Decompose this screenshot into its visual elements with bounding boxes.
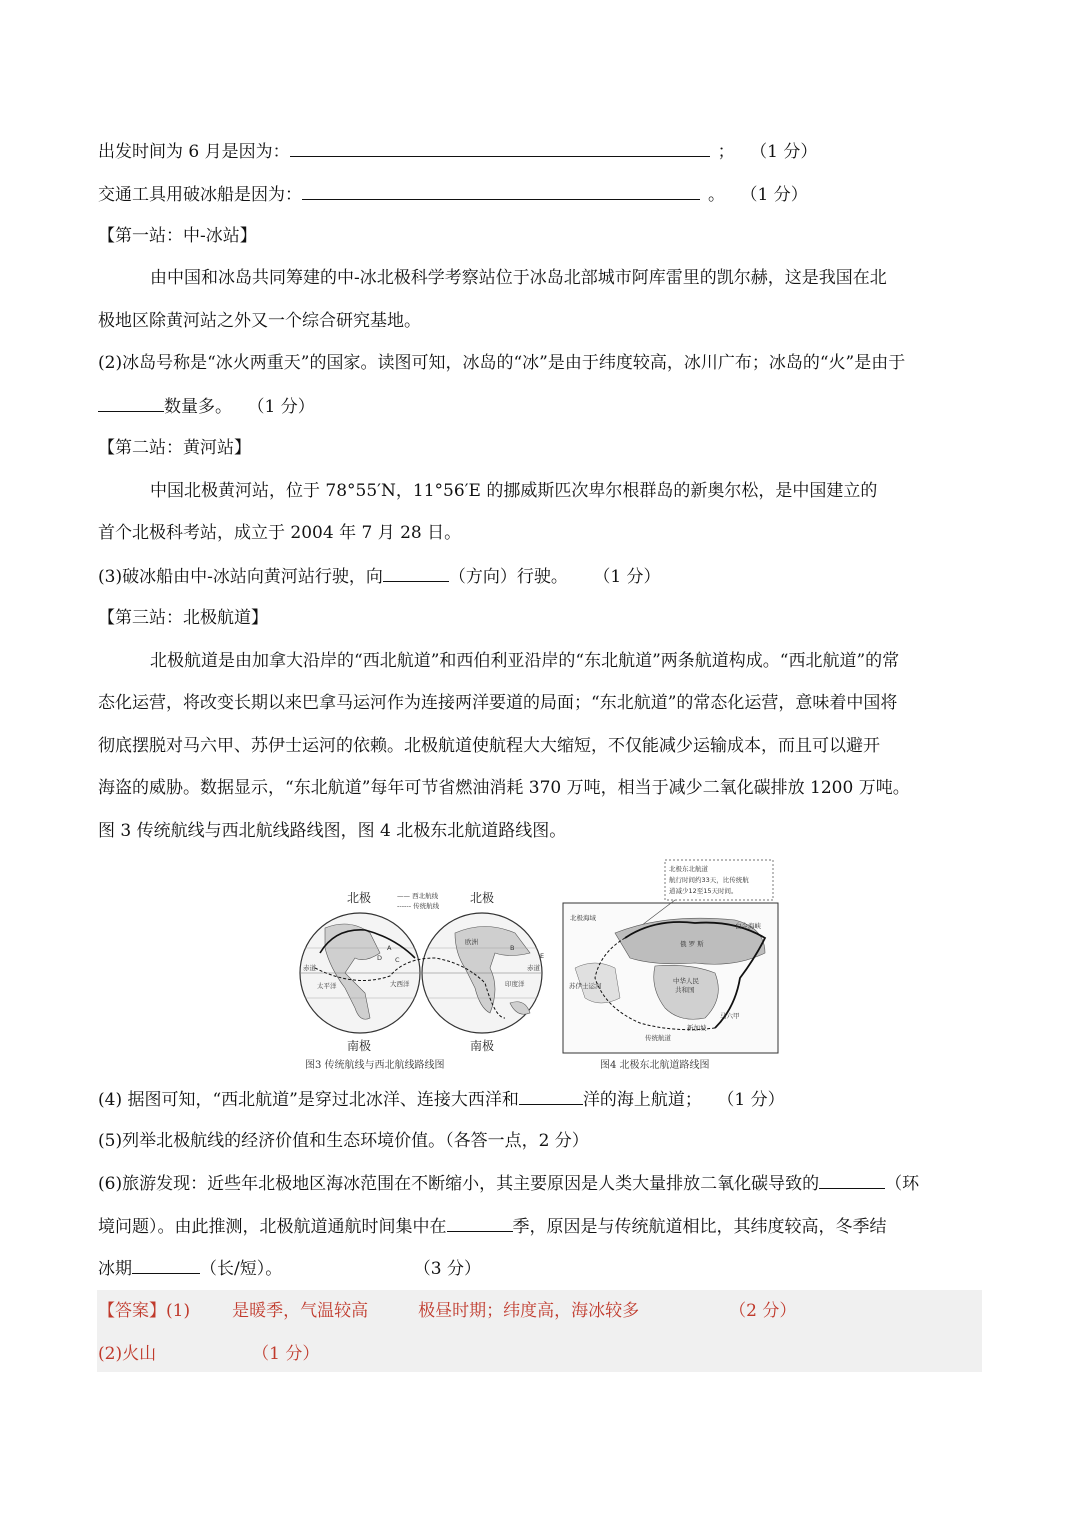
points: （1 分） — [725, 1090, 785, 1110]
q6-line-1-suffix: （环 — [885, 1174, 920, 1194]
figure-svg — [295, 858, 785, 1073]
singapore-label: 新加坡 — [687, 1024, 707, 1032]
answer-blank — [132, 1257, 200, 1274]
europe-label: 欧洲 — [465, 938, 478, 946]
bering-label: 白令海峡 — [735, 922, 761, 930]
points: （3 分） — [422, 1259, 481, 1279]
answer-blank — [383, 565, 449, 582]
station1-para-line: 由中国和冰岛共同筹建的中-冰北极科学考察站位于冰岛北部城市阿库雷里的凯尔赫，这是我国在北 — [150, 268, 887, 288]
figure3-map — [300, 890, 544, 1071]
callout-line-3: 道减少12至15天时间。 — [669, 887, 738, 895]
station3-para-line: 北极航道是由加拿大沿岸的“西北航道”和西伯利亚沿岸的“东北航道”两条航道构成。“西北航道”的常 — [150, 651, 900, 671]
answer-blank — [302, 183, 700, 200]
q6-line-2-suffix: 季，原因是与传统航道相比，其纬度较高，冬季结 — [512, 1217, 887, 1237]
malacca-label: 马六甲 — [720, 1012, 740, 1020]
q2-line-1: (2)冰岛号称是“冰火两重天”的国家。读图可知，冰岛的“冰”是由于纬度较高，冰川广布；冰岛的“火”是由于 — [98, 353, 906, 373]
indian-label: 印度洋 — [505, 980, 525, 988]
q1-line-a — [98, 140, 817, 163]
q3-suffix: （方向）行驶。 — [448, 567, 568, 587]
q4-prefix: (4) 据图可知，“西北航道”是穿过北冰洋、连接大西洋和 — [98, 1090, 519, 1110]
station1-heading: 【第一站：中-冰站】 — [98, 226, 257, 246]
answer-q1-b: 极昼时期；纬度高，海冰较多 — [418, 1301, 640, 1321]
points: （1 分） — [749, 185, 808, 205]
q2-suffix: 数量多。 — [164, 397, 232, 417]
station3-para-line: 态化运营，将改变长期以来巴拿马运河作为连接两洋要道的局面；“东北航道”的常态化运营，意味着中国将 — [98, 693, 898, 713]
answer-line-1 — [98, 1300, 796, 1322]
answer-blank — [98, 395, 164, 412]
station3-para-line: 彻底摆脱对马六甲、苏伊士运河的依赖。北极航道使航程大大缩短，不仅能减少运输成本，而且可以避开 — [98, 736, 880, 756]
atlantic-label: 大西洋 — [390, 980, 410, 988]
q3-line — [98, 565, 661, 588]
q1-line-a-label: 出发时间为 6 月是因为： — [98, 142, 290, 162]
traditional-route-label: 传统航道 — [645, 1034, 671, 1042]
q1-line-b-end: 。 — [708, 185, 725, 205]
q4-suffix: 洋的海上航道； — [582, 1090, 702, 1110]
q6-line-1-prefix: (6)旅游发现：近些年北极地区海冰范围在不断缩小，其主要原因是人类大量排放二氧化碳导致的 — [98, 1174, 820, 1194]
china-label-2: 共和国 — [675, 986, 695, 994]
answer-q1-num: (1) — [166, 1301, 191, 1321]
q2-line-2 — [98, 395, 315, 418]
station2-para-line: 首个北极科考站，成立于 2004 年 7 月 28 日。 — [98, 523, 462, 543]
answer-q2: (2)火山 — [98, 1344, 157, 1364]
answer-q1-points: （2 分） — [729, 1301, 797, 1321]
q5-line: (5)列举北极航线的经济价值和生态环境价值。（各答一点，2 分） — [98, 1131, 589, 1151]
q6-line-1 — [98, 1172, 919, 1195]
points: （1 分） — [758, 142, 818, 162]
equator-right-label: 赤道 — [527, 964, 540, 972]
q6-line-2 — [98, 1215, 887, 1238]
pacific-label: 太平洋 — [317, 982, 337, 990]
russia-label: 俄 罗 斯 — [680, 940, 704, 948]
figure3-caption: 图3 传统航线与西北航线路线图 — [305, 1060, 445, 1071]
answer-blank — [819, 1172, 885, 1189]
q6-line-3-prefix: 冰期 — [98, 1259, 132, 1279]
figure4-map — [563, 860, 778, 1071]
figures-3-and-4 — [295, 858, 785, 1073]
q4-line — [98, 1088, 785, 1111]
q6-line-2-prefix: 境问题）。由此推测，北极航道通航时间集中在 — [98, 1217, 447, 1237]
answer-line-2 — [98, 1343, 319, 1365]
callout-line-2: 航行时间约33天，比传统航 — [669, 876, 749, 884]
south-pole-right-label: 南极 — [470, 1039, 495, 1053]
point-d-label: D — [377, 954, 383, 962]
china-label-1: 中华人民 — [673, 977, 699, 985]
south-pole-left-label: 南极 — [347, 1039, 372, 1053]
suez-label: 苏伊士运河 — [569, 982, 602, 990]
answer-blank — [290, 140, 710, 157]
q1-line-a-end: ； — [717, 142, 735, 162]
q1-line-b-label: 交通工具用破冰船是因为： — [98, 185, 302, 205]
station3-para-line: 图 3 传统航线与西北航线路线图，图 4 北极东北航道路线图。 — [98, 821, 567, 841]
q1-line-b — [98, 183, 808, 206]
points: （1 分） — [256, 397, 315, 417]
station1-para-line: 极地区除黄河站之外又一个综合研究基地。 — [98, 311, 421, 331]
station3-heading: 【第三站：北极航道】 — [98, 608, 268, 628]
q6-line-3 — [98, 1257, 481, 1280]
q6-line-3-suffix: （长/短）。 — [200, 1259, 283, 1279]
answer-label: 【答案】 — [98, 1301, 166, 1321]
points: （1 分） — [601, 567, 661, 587]
answer-q1-a: 是暖季，气温较高 — [232, 1301, 369, 1321]
answer-blank — [447, 1215, 513, 1232]
north-pole-right-label: 北极 — [470, 891, 495, 905]
point-b-label: B — [510, 944, 515, 952]
legend-traditional: ------ 传统航线 — [397, 902, 440, 910]
answer-blank — [519, 1088, 583, 1105]
answer-q2-points: （1 分） — [252, 1344, 320, 1364]
station2-para-line: 中国北极黄河站，位于 78°55′N，11°56′E 的挪威斯匹次卑尔根群岛的新奥尔松，是中国建立的 — [150, 481, 878, 501]
figure4-caption: 图4 北极东北航道路线图 — [600, 1060, 710, 1071]
point-a-label: A — [387, 944, 392, 952]
station3-para-line: 海盗的威胁。数据显示，“东北航道”每年可节省燃油消耗 370 万吨，相当于减少二氧化碳排放 1200 万吨。 — [98, 778, 910, 798]
point-e-label: E — [540, 952, 545, 960]
q3-prefix: (3)破冰船由中-冰站向黄河站行驶，向 — [98, 567, 383, 587]
north-pole-left-label: 北极 — [347, 891, 372, 905]
point-c-label: C — [395, 956, 400, 964]
equator-left-label: 赤道 — [303, 964, 316, 972]
arctic-ocean-label: 北极海域 — [570, 914, 596, 922]
station2-heading: 【第二站：黄河站】 — [98, 438, 251, 458]
callout-line-1: 北极东北航道 — [669, 865, 708, 873]
legend-northwest: —— 西北航线 — [397, 892, 439, 900]
